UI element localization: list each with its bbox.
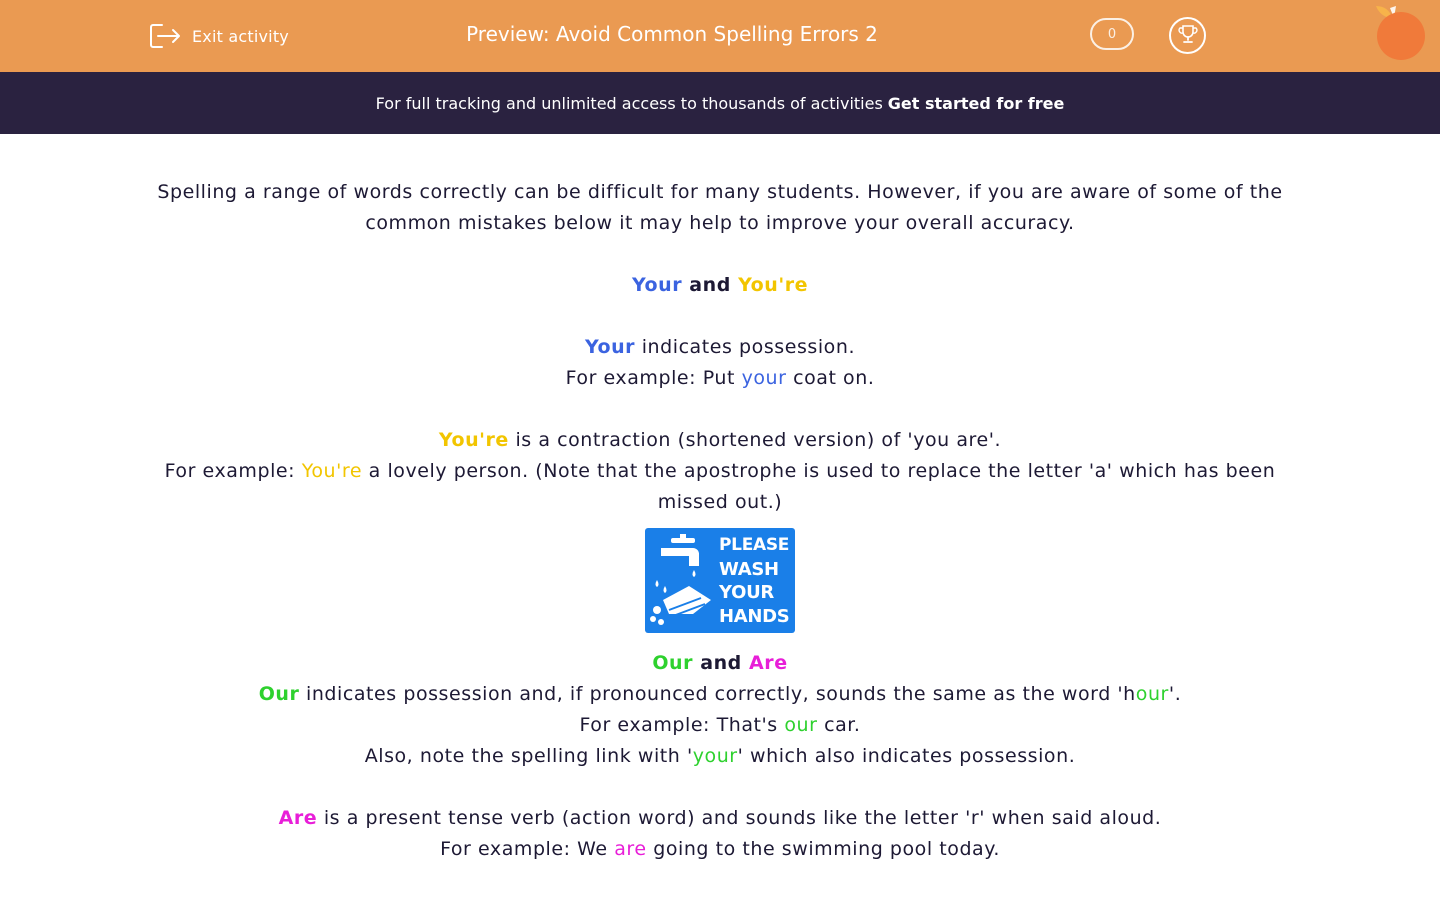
wash-hands-sign-image — [645, 528, 795, 633]
are-definition: Are is a present tense verb (action word) and sounds like the letter 'r' when said aloud. — [278, 807, 1162, 829]
top-bar — [0, 0, 1440, 72]
our-example: For example: That's our car. — [579, 714, 861, 736]
orange-logo-icon — [1370, 4, 1430, 64]
your-spelling-link: Also, note the spelling link with 'your' which also indicates possession. — [364, 745, 1076, 767]
get-started-link[interactable]: Get started for free — [887, 93, 1065, 113]
your-definition: Your indicates possession. — [584, 336, 856, 358]
section-heading-our-are: Our and Are — [652, 652, 788, 674]
trophy-icon — [1177, 23, 1199, 49]
exit-activity-label: Exit activity — [192, 26, 289, 46]
our-definition: Our indicates possession and, if pronounced correctly, sounds the same as the word 'hour'. — [258, 683, 1182, 705]
sign-text: PLEASE WASH YOUR HANDS — [719, 535, 790, 627]
trophy-button[interactable] — [1169, 17, 1206, 54]
score-badge: 0 — [1090, 18, 1134, 50]
signup-banner — [0, 72, 1440, 134]
youre-definition: You're is a contraction (shortened version) of 'you are'. — [438, 429, 1002, 451]
youre-example: For example: You're a lovely person. (Note that the apostrophe is used to replace the letter 'a' which has been missed out.) — [164, 460, 1276, 513]
your-example: For example: Put your coat on. — [565, 367, 875, 389]
page-title: Preview: Avoid Common Spelling Errors 2 — [466, 22, 878, 46]
banner-text: For full tracking and unlimited access to thousands of activities — [375, 93, 883, 113]
are-example: For example: We are going to the swimming pool today. — [440, 838, 1000, 860]
lesson-content — [150, 177, 1290, 865]
section-heading-your-youre: Your and You're — [631, 274, 809, 296]
intro-paragraph: Spelling a range of words correctly can be difficult for many students. However, if you are aware of some of the common mistakes below it may help to improve your overall accuracy. — [157, 181, 1283, 234]
